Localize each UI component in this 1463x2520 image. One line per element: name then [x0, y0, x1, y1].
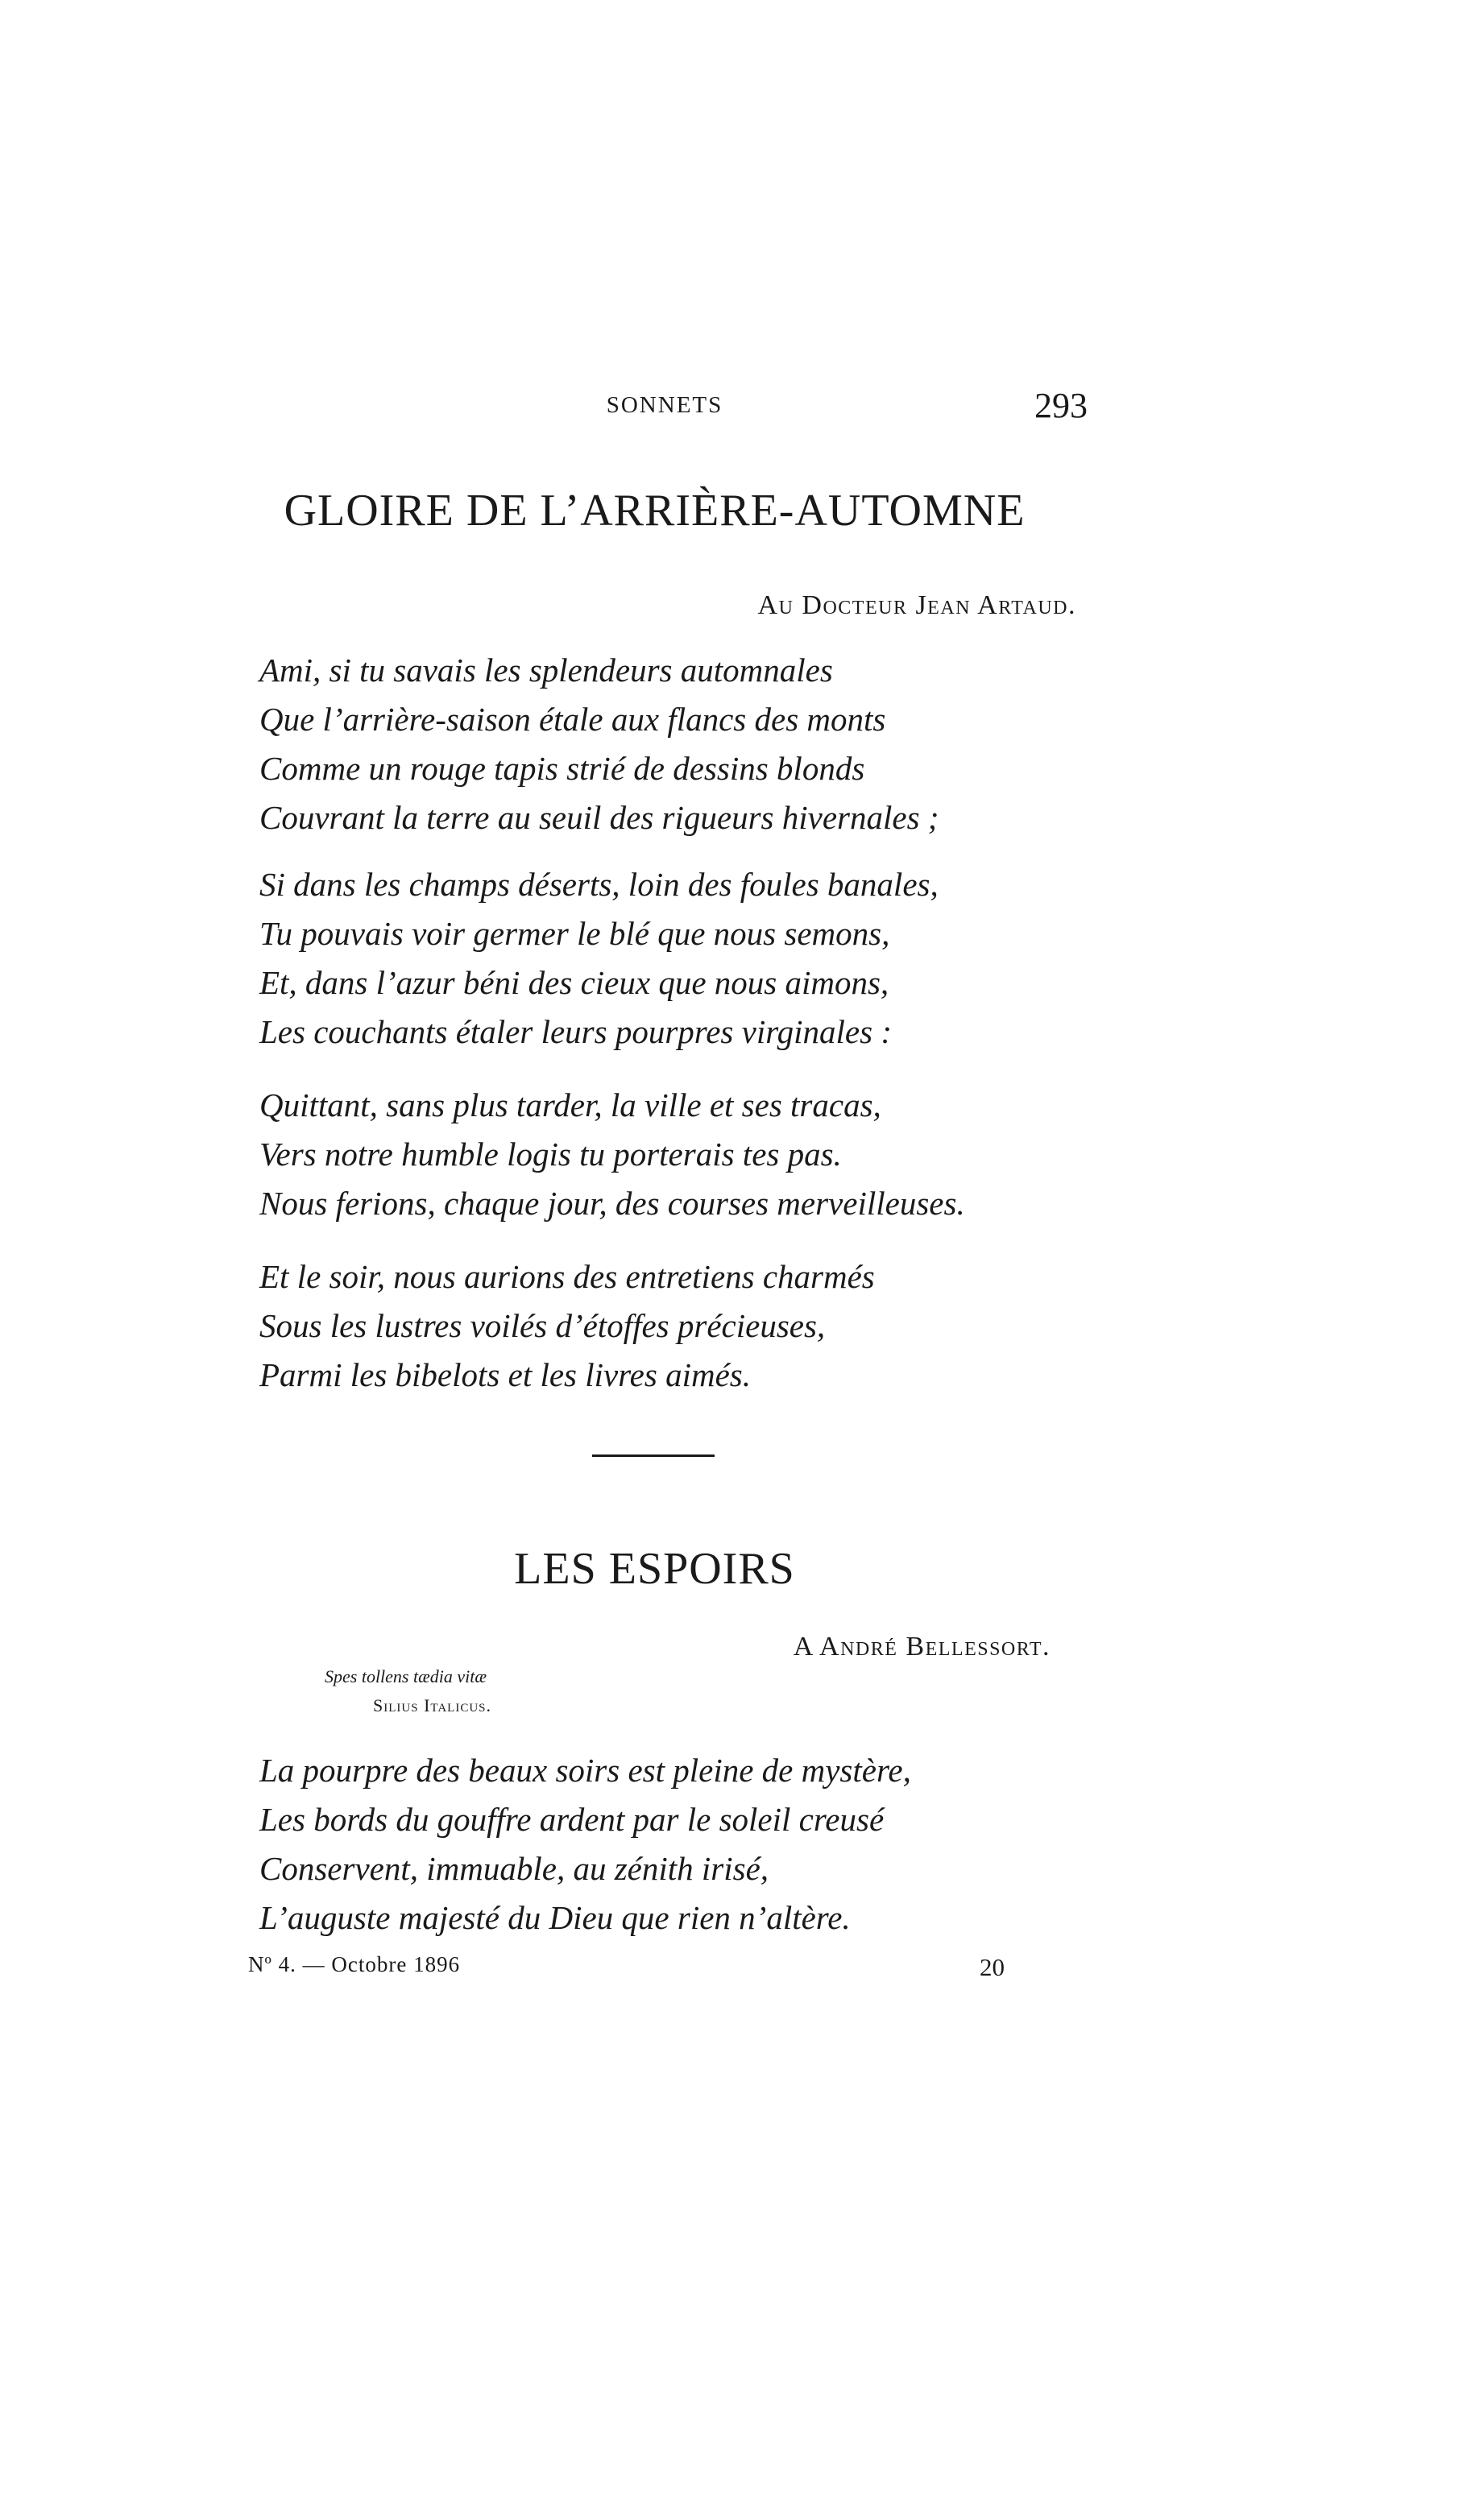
verse-line: L’auguste majesté du Dieu que rien n’altère. [259, 1899, 851, 1936]
epigraph-author: Silius Italicus. [373, 1695, 492, 1715]
issue-footer: Nº 4. — Octobre 1896 [248, 1952, 461, 1976]
verse-line: Ami, si tu savais les splendeurs automnales [259, 652, 833, 689]
verse-line: Conservent, immuable, au zénith irisé, [259, 1850, 769, 1887]
verse-line: La pourpre des beaux soirs est pleine de mystère, [259, 1752, 911, 1789]
poem1-stanza-3 [259, 1081, 965, 1228]
epigraph-quote: Spes tollens tædia vitæ [325, 1666, 487, 1686]
verse-line: Que l’arrière-saison étale aux flancs des monts [259, 701, 886, 738]
page-number: 293 [1034, 386, 1088, 425]
verse-line: Quittant, sans plus tarder, la ville et ses tracas, [259, 1086, 881, 1123]
verse-line: Les bords du gouffre ardent par le soleil creusé [259, 1801, 885, 1838]
poem1-stanza-4 [259, 1252, 875, 1400]
verse-line: Et le soir, nous aurions des entretiens charmés [259, 1258, 875, 1295]
verse-line: Couvrant la terre au seuil des rigueurs hivernales ; [259, 799, 939, 836]
poem2-epigraph [325, 1662, 491, 1720]
verse-line: Les couchants étaler leurs pourpres virginales : [259, 1013, 892, 1050]
poem2-title: LES ESPOIRS [514, 1544, 795, 1594]
verse-line: Parmi les bibelots et les livres aimés. [259, 1356, 751, 1393]
verse-line: Et, dans l’azur béni des cieux que nous aimons, [259, 964, 889, 1001]
poem1-title: GLOIRE DE L’ARRIÈRE-AUTOMNE [284, 486, 1026, 536]
verse-line: Comme un rouge tapis strié de dessins blonds [259, 750, 865, 787]
verse-line: Vers notre humble logis tu porterais tes pas. [259, 1136, 842, 1173]
poem2-dedication: A André Bellessort. [793, 1632, 1051, 1661]
poem1-stanza-1 [259, 646, 939, 842]
section-divider [592, 1454, 715, 1457]
poem1-dedication: Au Docteur Jean Artaud. [757, 590, 1076, 620]
poem1-stanza-2 [259, 860, 939, 1057]
verse-line: Tu pouvais voir germer le blé que nous semons, [259, 915, 890, 952]
running-head: SONNETS [606, 392, 723, 418]
poem2-stanza-1 [259, 1746, 911, 1943]
verse-line: Si dans les champs déserts, loin des foules banales, [259, 866, 939, 903]
verse-line: Nous ferions, chaque jour, des courses merveilleuses. [259, 1185, 965, 1222]
verse-line: Sous les lustres voilés d’étoffes précieuses, [259, 1307, 826, 1344]
signature-mark: 20 [980, 1953, 1005, 1981]
